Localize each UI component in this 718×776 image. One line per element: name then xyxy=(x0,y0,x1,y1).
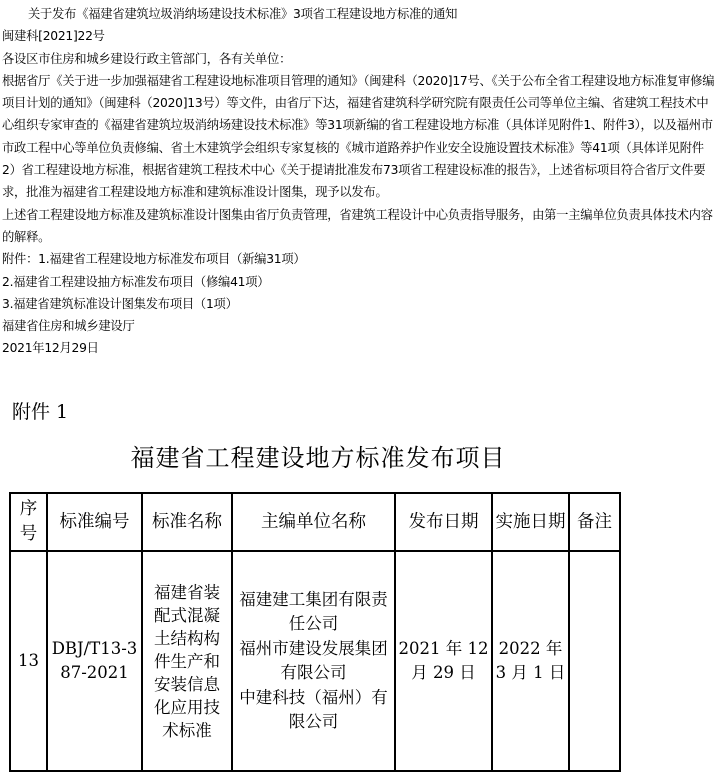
attachment-title: 福建省工程建设地方标准发布项目 xyxy=(130,444,506,472)
editor-unit: 福建建工集团有限责任公司 xyxy=(239,589,388,633)
cell-effective-date: 2022 年 3 月 1 日 xyxy=(492,551,569,771)
table-header-row xyxy=(10,493,620,551)
notice-text xyxy=(2,3,716,360)
standards-table xyxy=(9,492,621,772)
header-editor: 主编单位名称 xyxy=(232,493,395,551)
cell-code: DBJ/T13-387-2021 xyxy=(47,551,142,771)
doc-number: 闽建科[2021]22号 xyxy=(2,29,105,44)
notice-body-paragraph-1: 根据省厅《关于进一步加强福建省工程建设地标准项目管理的通知》（闽建科（2020]17号、《关于公布全省工程建设地方标准复审修编项目计划的通知》（闽建科（2020]13号）等文件，由省厅下达，福建省建筑科学研究院有限责任公司等单位主编、省建筑工程技术中心组织专家审查的《福建省建筑垃圾消纳场建设技术标准》等31项新编的省工程建设地方标准（具体详见附件1、附件3），以及福州市市政工程中心等单位负责修编、省土木建筑学会组织专家复核的《城市道路养护作业安全设施设置技术标准》等41项（具体详见附件2）省工程建设地方标准，根据省建筑工程技术中心《关于提请批准发布73项省工程建设标准的报告》，上述省标项目符合省厅文件要求，批准为福建省工程建设地方标准和建筑标准设计图集，现予以发布。 xyxy=(2,73,715,200)
editor-unit: 福州市建设发展集团有限公司 xyxy=(239,638,388,682)
issue-date: 2021年12月29日 xyxy=(2,341,99,356)
header-publish-date: 发布日期 xyxy=(395,493,492,551)
cell-editor xyxy=(232,551,395,771)
cell-publish-date: 2021 年 12 月 29 日 xyxy=(395,551,492,771)
editor-unit: 中建科技（福州）有限公司 xyxy=(239,687,388,731)
header-code: 标准编号 xyxy=(47,493,142,551)
header-effective-date: 实施日期 xyxy=(492,493,569,551)
table-row xyxy=(10,551,620,771)
header-remark: 备注 xyxy=(569,493,620,551)
header-name: 标准名称 xyxy=(142,493,232,551)
header-seq: 序号 xyxy=(10,493,47,551)
attachment-list-item: 2.福建省工程建设抽方标准发布项目（修编41项） xyxy=(2,274,270,289)
cell-seq: 13 xyxy=(10,551,47,771)
notice-title: 关于发布《福建省建筑垃圾消纳场建设技术标准》3项省工程建设地方标准的通知 xyxy=(28,7,458,21)
cell-standard-name: 福建省装配式混凝土结构构件生产和安装信息化应用技术标准 xyxy=(142,551,232,771)
attachment-label: 附件 1 xyxy=(12,401,69,423)
cell-remark xyxy=(569,551,620,771)
issuer: 福建省住房和城乡建设厅 xyxy=(2,319,135,334)
notice-body-paragraph-2: 上述省工程建设地方标准及建筑标准设计图集由省厅负责管理，省建筑工程设计中心负责指导服务，由第一主编单位负责具体技术内容的解释。 xyxy=(2,207,713,244)
salutation: 各设区市住房和城乡建设行政主管部门，各有关单位： xyxy=(2,51,292,66)
attachment-list-item: 附件：1.福建省工程建设地方标准发布项目（新编31项） xyxy=(2,252,306,267)
attachment-list-item: 3.福建省建筑标准设计图集发布项目（1项） xyxy=(2,296,238,311)
